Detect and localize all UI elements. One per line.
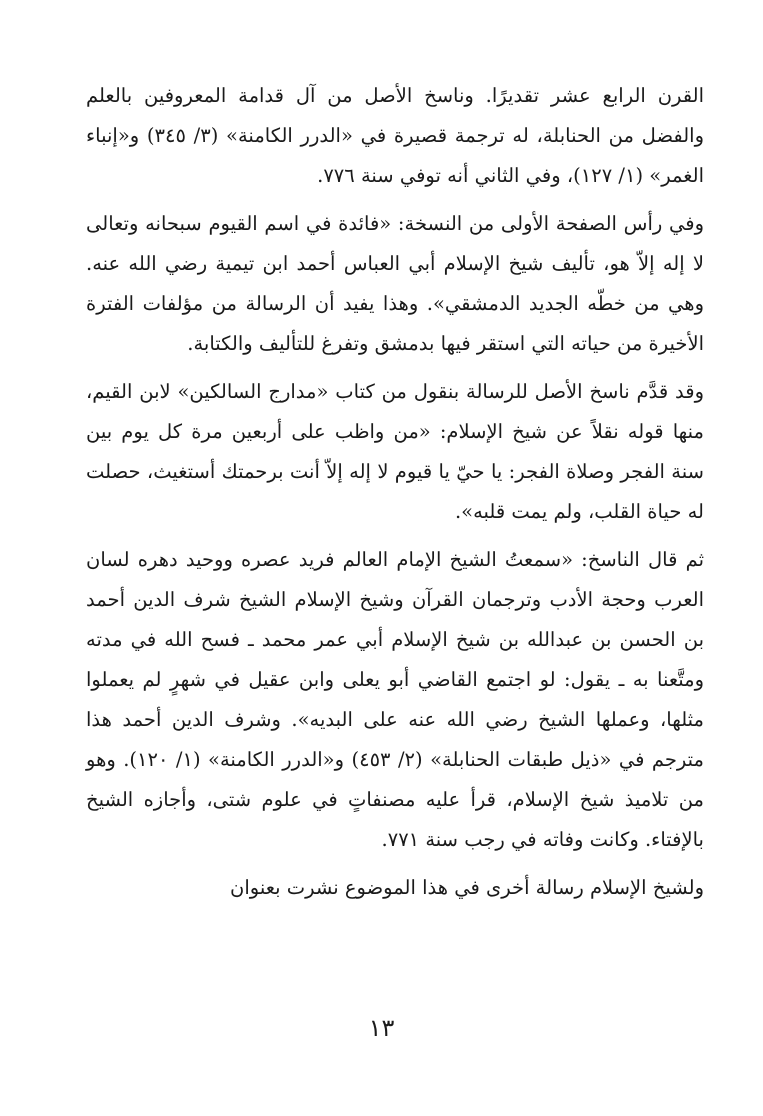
paragraph-manuscript-copyist: القرن الرابع عشر تقديرًا. وناسخ الأصل من آل قدامة المعروفين بالعلم والفضل من الحنابلة، له ترجمة قصيرة في «الدرر الكامنة» (٣/ ٣٤٥) و«إنباء الغمر» (١/ ١٢٧)، وفي الثاني أنه توفي سنة ٧٧٦. [86,84,704,187]
paragraph-other-treatise: ولشيخ الإسلام رسالة أخرى في هذا الموضوع نشرت بعنوان [230,876,704,899]
paragraph-copyist-statement: ثم قال الناسخ: «سمعتُ الشيخ الإمام العالم فريد عصره ووحيد دهره لسان العرب وحجة الأدب وترجمان القرآن وشيخ الإسلام الشيخ شرف الدين أحمد بن الحسن بن عبدالله بن شيخ الإسلام أبي عمر محمد ـ فسح الله في مدته ومتَّعنا به ـ يقول: لو اجتمع القاضي أبو يعلى وابن عقيل في شهرٍ لم يعملوا مثلها، وعملها الشيخ رضي الله عنه على البديه». وشرف الدين أحمد هذا مترجم في «ذيل طبقات الحنابلة» (٢/ ٤٥٣) و«الدرر الكامنة» (١/ ١٢٠). وهو من تلاميذ شيخ الإسلام، قرأ عليه مصنفاتٍ في علوم شتى، وأجازه الشيخ بالإفتاء. وكانت وفاته في رجب سنة ٧٧١. [86,548,704,851]
page-number: ١٣ [368,1014,395,1042]
paragraph-madarij-quote: وقد قدَّم ناسخ الأصل للرسالة بنقول من كتاب «مدارج السالكين» لابن القيم، منها قوله نقلاً عن شيخ الإسلام: «من واظب على أربعين مرة كل يوم بين سنة الفجر وصلاة الفجر: يا حيّ يا قيوم لا إله إلاّ أنت برحمتك أستغيث، حصلت له حياة القلب، ولم يمت قلبه». [86,380,704,523]
page-body [86,76,704,908]
paragraph-first-page-heading: وفي رأس الصفحة الأولى من النسخة: «فائدة في اسم القيوم سبحانه وتعالى لا إله إلاّ هو، تأليف شيخ الإسلام أبي العباس أحمد ابن تيمية رضي الله عنه. وهي من خطّه الجديد الدمشقي». وهذا يفيد أن الرسالة من مؤلفات الفترة الأخيرة من حياته التي استقر فيها بدمشق وتفرغ للتأليف والكتابة. [86,212,704,355]
